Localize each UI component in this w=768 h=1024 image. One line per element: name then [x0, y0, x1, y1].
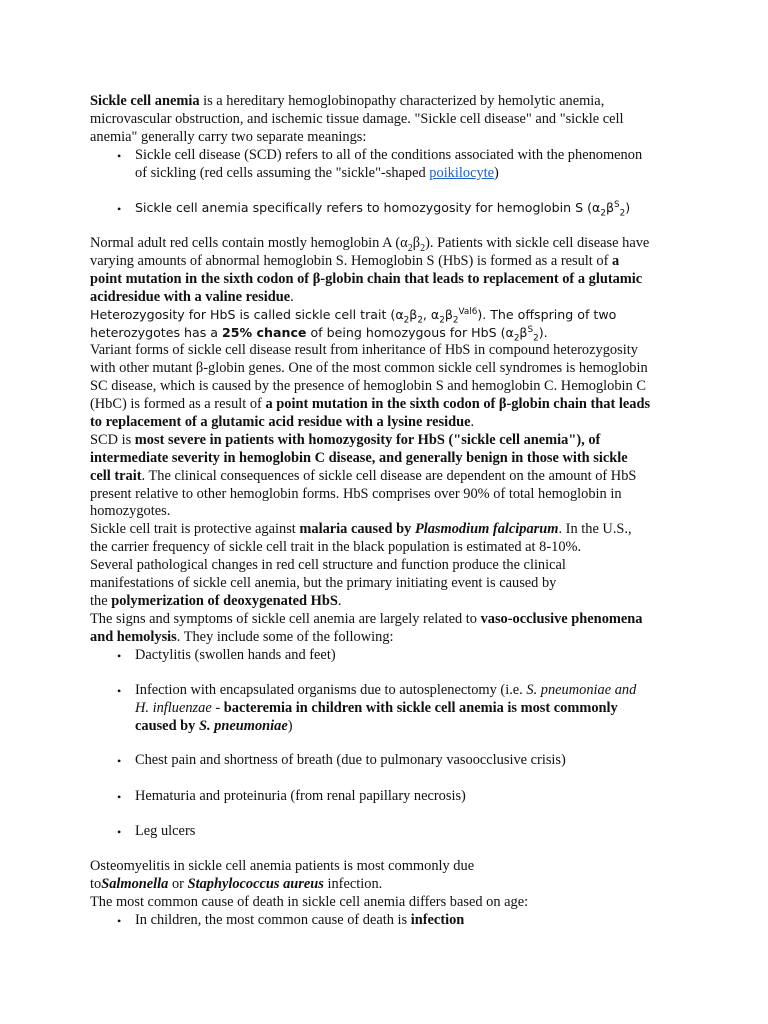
list-item-chest-pain: Chest pain and shortness of breath (due to pulmonary vasoocclusive crisis) — [135, 752, 566, 768]
bullet-icon: • — [117, 914, 122, 928]
intro-line-3: anemia" generally carry two separate meanings: — [90, 129, 367, 145]
symptoms-line-1: The signs and symptoms of sickle cell anemia are largely related to vaso-occlusive phenomena — [90, 611, 643, 627]
pathology-line-1: Several pathological changes in red cell structure and function produce the clinical — [90, 557, 566, 573]
heterozygosity-line-2: heterozygotes has a 25% chance of being homozygous for HbS $(\alpha_2\beta^S_2)$. — [90, 324, 548, 344]
scd-definition-line-1: Sickle cell disease (SCD) refers to all of the conditions associated with the phenomenon — [135, 147, 643, 163]
sca-definition-line: Sickle cell anemia specifically refers to homozygosity for hemoglobin S $(\alpha_2\beta^S_2)$ — [135, 199, 631, 219]
bullet-icon: • — [117, 202, 122, 216]
variant-forms-line-3: SC disease, which is caused by the presence of hemoglobin S and hemoglobin C. Hemoglobin C — [90, 378, 646, 394]
intro-line-2: microvascular obstruction, and ischemic tissue damage. "Sickle cell disease" and "sickle cell — [90, 111, 624, 127]
list-item-children-death: In children, the most common cause of death is infection — [135, 912, 465, 928]
list-item-dactylitis: Dactylitis (swollen hands and feet) — [135, 647, 336, 663]
variant-forms-line-1: Variant forms of sickle cell disease result from inheritance of HbS in compound heterozygosity — [90, 342, 638, 358]
variant-forms-line-5: to replacement of a glutamic acid residue with a lysine residue. — [90, 414, 475, 430]
scd-severity-line-1: SCD is most severe in patients with homozygosity for HbS ("sickle cell anemia"), of — [90, 432, 601, 448]
intro-line-1: Sickle cell anemia is a hereditary hemoglobinopathy characterized by hemolytic anemia, — [90, 93, 605, 109]
term-sickle-cell-anemia: Sickle cell anemia — [90, 93, 200, 109]
bullet-icon: • — [117, 649, 122, 663]
scd-severity-line-3: cell trait. The clinical consequences of sickle cell disease are dependent on the amount of HbS — [90, 468, 637, 484]
list-item-infection-line-3: caused by S. pneumoniae) — [135, 718, 293, 734]
list-item-infection-line-1: Infection with encapsulated organisms due to autosplenectomy (i.e. S. pneumoniae and — [135, 682, 637, 698]
bullet-icon: • — [117, 684, 122, 698]
death-cause-intro: The most common cause of death in sickle cell anemia differs based on age: — [90, 894, 529, 910]
pathology-line-2: manifestations of sickle cell anemia, but the primary initiating event is caused by — [90, 575, 557, 591]
bullet-icon: • — [117, 790, 122, 804]
scd-severity-line-4: present relative to other hemoglobin forms. HbS comprises over 90% of total hemoglobin in — [90, 486, 622, 502]
bullet-icon: • — [117, 825, 122, 839]
point-mutation-valine-line: point mutation in the sixth codon of β-globin chain that leads to replacement of a glutamic — [90, 271, 643, 287]
osteomyelitis-line-1: Osteomyelitis in sickle cell anemia patients is most commonly due — [90, 858, 475, 874]
list-item-infection-line-2: H. influenzae - bacteremia in children with sickle cell anemia is most commonly — [135, 700, 618, 716]
variant-forms-line-2: with other mutant β-globin genes. One of the most common sickle cell syndromes is hemoglobin — [90, 360, 648, 376]
symptoms-line-2: and hemolysis. They include some of the following: — [90, 629, 394, 645]
list-item-leg-ulcers: Leg ulcers — [135, 823, 196, 839]
normal-rbc-line-2: varying amounts of abnormal hemoglobin S. Hemoglobin S (HbS) is formed as a result of a — [90, 253, 620, 269]
osteomyelitis-line-2: toSalmonella or Staphylococcus aureus infection. — [90, 876, 383, 892]
normal-rbc-line-1: Normal adult red cells contain mostly hemoglobin A $(\alpha_2\beta_2)$. Patients with sickle cell disease have — [90, 235, 650, 254]
poikilocyte-link[interactable]: poikilocyte — [429, 165, 495, 181]
malaria-line-2: the carrier frequency of sickle cell trait in the black population is estimated at 8-10%. — [90, 539, 582, 555]
variant-forms-line-4: (HbC) is formed as a result of a point mutation in the sixth codon of β-globin chain that leads — [90, 396, 651, 412]
malaria-line-1: Sickle cell trait is protective against malaria caused by Plasmodium falciparum. In the U.S., — [90, 521, 632, 537]
bullet-icon: • — [117, 754, 122, 768]
heterozygosity-line-1: Heterozygosity for HbS is called sickle cell trait ($\alpha_2\beta_2$, $\alpha_2\beta_2^{Val6}$). The offspring of two — [90, 306, 617, 326]
scd-definition-line-2: of sickling (red cells assuming the "sickle"-shaped poikilocyte) — [135, 165, 499, 181]
bullet-icon: • — [117, 149, 122, 163]
valine-residue-line: acidresidue with a valine residue. — [90, 289, 294, 305]
scd-severity-line-5: homozygotes. — [90, 503, 171, 519]
scd-severity-line-2: intermediate severity in hemoglobin C disease, and generally benign in those with sickle — [90, 450, 628, 466]
list-item-hematuria: Hematuria and proteinuria (from renal papillary necrosis) — [135, 788, 466, 804]
pathology-line-3: the polymerization of deoxygenated HbS. — [90, 593, 342, 609]
